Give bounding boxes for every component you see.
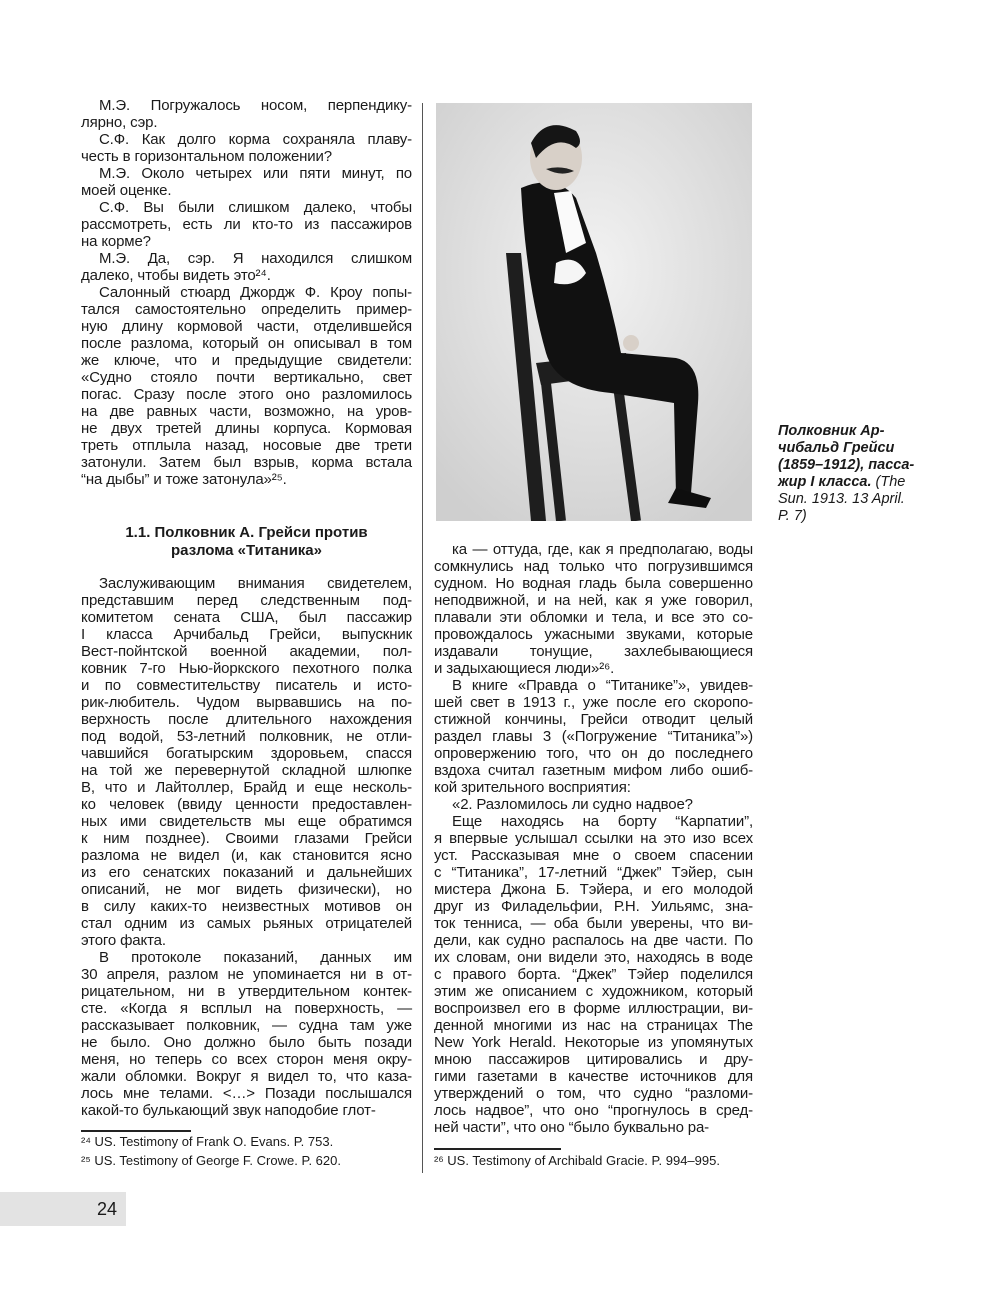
text-line: издавали тонущие, захлебывающиеся xyxy=(434,643,753,660)
text-line: жали обломки. Вокруг я видел то, что каза- xyxy=(81,1068,412,1085)
text-line: на корме? xyxy=(81,233,151,250)
text-line: стижной кончины, Грейси отводит целый xyxy=(434,711,753,728)
caption-line: Полковник Ар- xyxy=(778,423,885,439)
text-line: на той же перевернутой складной шлюпке xyxy=(81,762,412,779)
section-heading-line-1: 1.1. Полковник А. Грейси против xyxy=(125,524,368,541)
text-line: затонули. Затем был взрыв, корма встала xyxy=(81,454,412,471)
text-line: треть отплыла назад, носовые две трети xyxy=(81,437,412,454)
text-line: после разлома, который он описывал в том xyxy=(81,335,412,352)
footnote-rule-right xyxy=(434,1148,561,1150)
text-line: комитетом сената США, был пассажир xyxy=(81,609,412,626)
text-line: далеко, чтобы видеть это²⁴. xyxy=(81,267,271,284)
text-line: рицательном, ни в утвердительном контек- xyxy=(81,983,412,1000)
text-line: Заслуживающим внимания свидетелем, xyxy=(99,575,412,592)
text-line: сомкнулись над только что погрузившимся xyxy=(434,558,753,575)
text-line: В протоколе показаний, данных им xyxy=(99,949,412,966)
text-line: воспроизвел его в форме иллюстрации, ви- xyxy=(434,1000,753,1017)
text-line: на две равных части, возможно, на уров- xyxy=(81,403,412,420)
section-heading xyxy=(81,524,412,560)
text-line: и задыхающиеся люди»²⁶. xyxy=(434,660,615,677)
text-line: неподвижной, и на ней, как я уже говорил, xyxy=(434,592,753,609)
text-line: «2. Разломилось ли судно надвое? xyxy=(452,796,693,813)
seated-man-photo-illustration xyxy=(436,103,752,521)
text-line: этим же описанием с художником, который xyxy=(434,983,753,1000)
text-line: лось мне телами. <…> Позади послышался xyxy=(81,1085,412,1102)
text-line: к ним позднее). Своими глазами Грейси xyxy=(81,830,412,847)
text-line: «Судно стояло почти вертикально, свет xyxy=(81,369,412,386)
text-line: New York Herald. Некоторые из упомянутых xyxy=(434,1034,753,1051)
text-line: В книге «Правда о “Титанике”», увидев- xyxy=(452,677,753,694)
left-column-top-text xyxy=(81,97,412,488)
text-line: денной многими из нас на страницах The xyxy=(434,1017,753,1034)
text-line: С.Ф. Вы были слишком далеко, чтобы xyxy=(99,199,412,216)
left-column-main-text xyxy=(81,575,412,1119)
text-line: тался самостоятельно определить пример- xyxy=(81,301,412,318)
text-line: ко человек (ввиду ценности предоставлен- xyxy=(81,796,412,813)
text-line: Еще находясь на борту “Карпатии”, xyxy=(452,813,753,830)
text-line: гими газетами в качестве источников для xyxy=(434,1068,753,1085)
text-line: провождалось ужасными звуками, которые xyxy=(434,626,753,643)
page-number: 24 xyxy=(97,1199,118,1219)
text-line: под водой, 53-летний полковник, не отли- xyxy=(81,728,412,745)
footnote-26: ²⁶ US. Testimony of Archibald Gracie. P. 994–995. xyxy=(434,1153,720,1168)
text-line: этого факта. xyxy=(81,932,166,949)
right-column-main-text xyxy=(434,541,753,1136)
text-line: лось надвое”, что оно “прогнулось в сред- xyxy=(434,1102,753,1119)
text-line: из его сенатских показаний и дальнейших xyxy=(81,864,412,881)
text-line: с “Титаника”, 17-летний “Джек” Тэйер, сын xyxy=(434,864,753,881)
text-line: М.Э. Да, сэр. Я находился слишком xyxy=(99,250,412,267)
text-line: кой зрительного восприятия: xyxy=(434,779,631,796)
text-line: “на дыбы” и тоже затонула»²⁵. xyxy=(81,471,287,488)
text-line: мистера Джона Б. Тэйера, и его молодой xyxy=(434,881,753,898)
portrait-photo xyxy=(436,103,752,521)
text-line: плавали эти обломки и тела, и все это со- xyxy=(434,609,753,626)
text-line: какой-то булькающий звук наподобие глот- xyxy=(81,1102,376,1119)
text-line: меня, но теперь со всех сторон меня окру- xyxy=(81,1051,412,1068)
text-line: не двух третей длины корпуса. Кормовая xyxy=(81,420,412,437)
text-line: ную длину кормовой части, отделившейся xyxy=(81,318,412,335)
text-line: шей свет в 1913 г., уже после его скоропо- xyxy=(434,694,753,711)
caption-source-line: (The xyxy=(871,474,906,490)
text-line: сте. «Когда я всплыл на поверхность, — xyxy=(81,1000,412,1017)
text-line: раздел главы 3 («Погружение “Титаника”») xyxy=(434,728,753,745)
text-line: рик-любитель. Чудом вырвавшись на по- xyxy=(81,694,412,711)
text-line: рассказывает полковник, — судна там уже xyxy=(81,1017,412,1034)
text-line: друг из Филадельфии, Р.Н. Уильямс, зна- xyxy=(434,898,753,915)
text-line: ковник 7-го Нью-йоркского пехотного полка xyxy=(81,660,412,677)
text-line: я впервые услышал ссылки на это изо всех xyxy=(434,830,753,847)
text-line: С.Ф. Как долго корма сохраняла плаву- xyxy=(99,131,412,148)
text-line: моей оценке. xyxy=(81,182,172,199)
text-line: честь в горизонтальном положении? xyxy=(81,148,332,165)
text-line: ка — оттуда, где, как я предполагаю, воды xyxy=(452,541,753,558)
text-line: B, что и Лайтоллер, Брайд и еще несколь- xyxy=(81,779,412,796)
footnote-rule-left xyxy=(81,1130,191,1132)
text-line: I класса Арчибальд Грейси, выпускник xyxy=(81,626,412,643)
text-line: чавшийся богатырским здоровьем, спасся xyxy=(81,745,412,762)
text-line: ней части”, что оно “было буквально ра- xyxy=(434,1119,710,1136)
text-line: опровержению того, что он до последнего xyxy=(434,745,753,762)
text-line: мною пассажиров цитировались и дру- xyxy=(434,1051,753,1068)
column-divider xyxy=(422,103,423,1173)
text-line: рассмотреть, есть ли кто-то из пассажиров xyxy=(81,216,412,233)
text-line: Салонный стюард Джордж Ф. Кроу попы- xyxy=(99,284,412,301)
footnote-24: ²⁴ US. Testimony of Frank O. Evans. P. 753. xyxy=(81,1134,334,1149)
text-line: не было. Оно должно было быть позади xyxy=(81,1034,412,1051)
text-line: М.Э. Около четырех или пяти минут, по xyxy=(99,165,412,182)
text-line: стал одним из самых рьяных отрицателей xyxy=(81,915,412,932)
text-line: утверждений о том, что судно “разломи- xyxy=(434,1085,753,1102)
text-line: Вест-пойнтской военной академии, пол- xyxy=(81,643,412,660)
photo-caption xyxy=(778,423,948,525)
text-line: представшим перед следственным под- xyxy=(81,592,412,609)
caption-source-line: P. 7) xyxy=(778,508,807,524)
text-line: 30 апреля, разлом не упоминается ни в от- xyxy=(81,966,412,983)
caption-line: жир I класса. xyxy=(778,474,872,490)
text-line: вздоха считал газетным мифом либо ошиб- xyxy=(434,762,753,779)
text-line: описаний, не мог видеть физически), но xyxy=(81,881,412,898)
text-line: их словам, они видели это, находясь в воде xyxy=(434,949,753,966)
section-heading-line-2: разлома «Титаника» xyxy=(171,542,322,559)
text-line: в силу каких-то неизвестных мотивов он xyxy=(81,898,412,915)
text-line: с правого борта. “Джек” Тэйер поделился xyxy=(434,966,753,983)
text-line: и по совместительству писатель и исто- xyxy=(81,677,412,694)
text-line: лярно, сэр. xyxy=(81,114,158,131)
text-line: М.Э. Погружалось носом, перпендику- xyxy=(99,97,412,114)
caption-line: (1859–1912), пасса- xyxy=(778,457,915,473)
text-line: верхность после длительного нахождения xyxy=(81,711,412,728)
text-line: ток тенниса, — оба были уверены, что ви- xyxy=(434,915,753,932)
caption-line: чибальд Грейси xyxy=(778,440,895,456)
text-line: же ключе, что и предыдущие свидетели: xyxy=(81,352,412,369)
footnote-25: ²⁵ US. Testimony of George F. Crowe. P. 620. xyxy=(81,1153,341,1168)
text-line: дели, как судно распалось на две части. По xyxy=(434,932,753,949)
text-line: погас. Сразу после этого оно разломилось xyxy=(81,386,412,403)
text-line: судном. Но водная гладь была совершенно xyxy=(434,575,753,592)
caption-source-line: Sun. 1913. 13 April. xyxy=(778,491,905,507)
text-line: ных ими свидетельств мы еще обратимся xyxy=(81,813,412,830)
text-line: уст. Рассказывая мне о своем спасении xyxy=(434,847,753,864)
text-line: разлома не видел (и, как становится ясно xyxy=(81,847,412,864)
